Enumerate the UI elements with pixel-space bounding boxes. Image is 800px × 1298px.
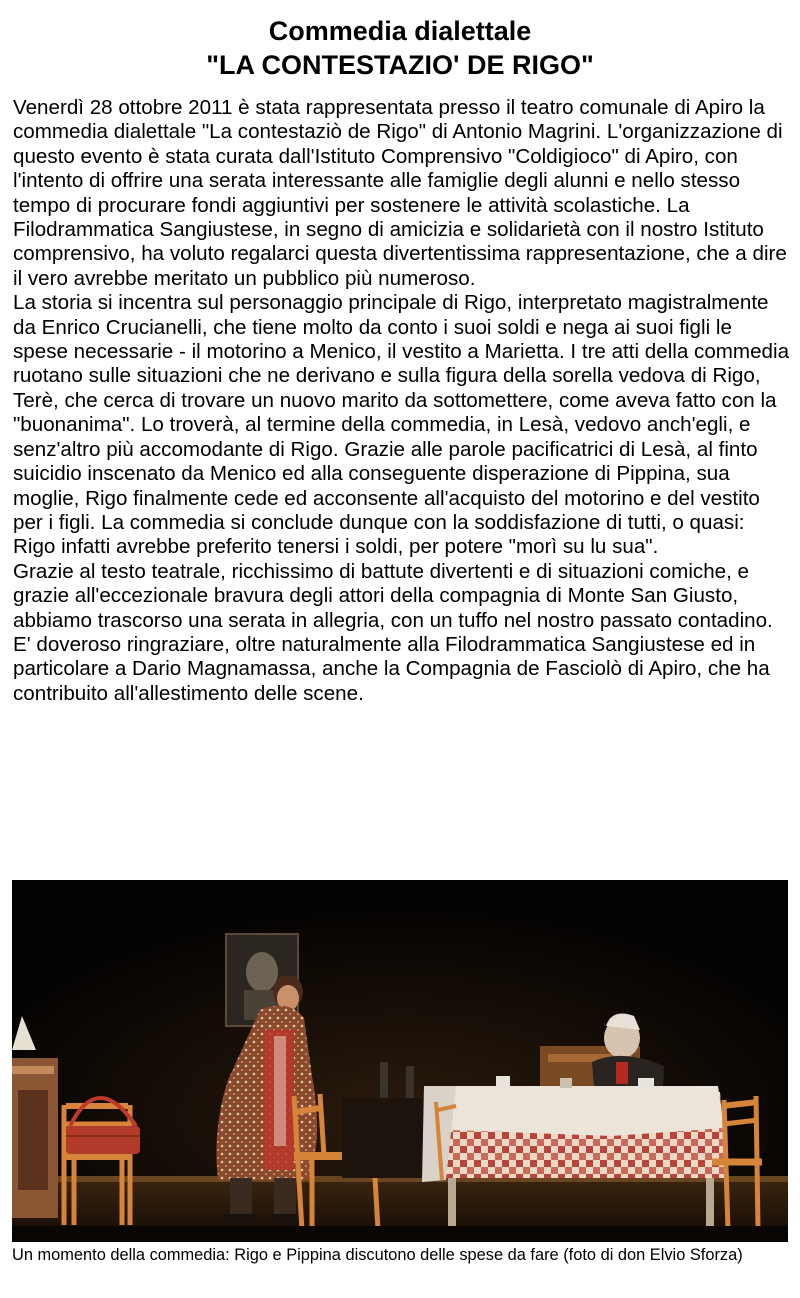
article-paragraph-4: E' doveroso ringraziare, oltre naturalmente alla Filodrammatica Sangiustese ed in particolare a Dario Magnamassa, anche la Compagnia de Fasciolò di Apiro, che ha contribuito all'allestimento delle scene. — [13, 632, 770, 705]
stage-photo — [12, 880, 788, 1242]
stage-scene-illustration — [12, 880, 788, 1242]
article-paragraph-3: Grazie al testo teatrale, ricchissimo di battute divertenti e di situazioni comiche, e grazie all'eccezionale bravura degli attori della compagnia di Monte San Giusto, abbiamo trascorso una serata in allegria, con un tuffo nel nostro passato contadino. — [13, 559, 773, 632]
title-line-2: "LA CONTESTAZIO' DE RIGO" — [206, 50, 594, 80]
article-paragraph-1: Venerdì 28 ottobre 2011 è stata rappresentata presso il teatro comunale di Apiro la commedia dialettale "La contestaziò de Rigo" di Antonio Magrini. L'organizzazione di questo evento è stata curata dall'Istituto Comprensivo "Coldigioco" di Apiro, con l'intento di offrire una serata interessante alle famiglie degli alunni e nello stesso tempo di procurare fondi aggiuntivi per sostenere le attività scolastiche. La Filodrammatica Sangiustese, in segno di amicizia e solidarietà con il nostro Istituto comprensivo, ha voluto regalarci questa divertentissima rappresentazione, che a dire il vero avrebbe meritato un pubblico più numeroso. — [13, 96, 787, 290]
title-line-1: Commedia dialettale — [268, 16, 532, 46]
article-body — [13, 96, 791, 706]
article-paragraph-2: La storia si incentra sul personaggio principale di Rigo, interpretato magistralmente da Enrico Crucianelli, che tiene molto da conto i suoi soldi e nega ai suoi figli le spese necessarie - il motorino a Menico, il vestito a Marietta. I tre atti della commedia ruotano sulle situazioni che ne derivano e sulla figura della sorella vedova di Rigo, Terè, che cerca di trovare un nuovo marito da sottomettere, come aveva fatto con la "buonanima". Lo troverà, al termine della commedia, in Lesà, vedovo anch'egli, e senz'altro più accomodante di Rigo. Grazie alle parole pacificatrici di Lesà, al finto suicidio inscenato da Menico ed alla conseguente disperazione di Pippina, sua moglie, Rigo finalmente cede ed acconsente all'acquisto del motorino e del vestito per i figli. La commedia si conclude dunque con la soddisfazione di tutti, o quasi: Rigo infatti avrebbe preferito tenersi i soldi, per potere "morì su lu sua". — [13, 291, 790, 559]
photo-caption: Un momento della commedia: Rigo e Pippina discutono delle spese da fare (foto di don Elvio Sforza) — [12, 1246, 743, 1264]
page-title — [0, 14, 800, 82]
